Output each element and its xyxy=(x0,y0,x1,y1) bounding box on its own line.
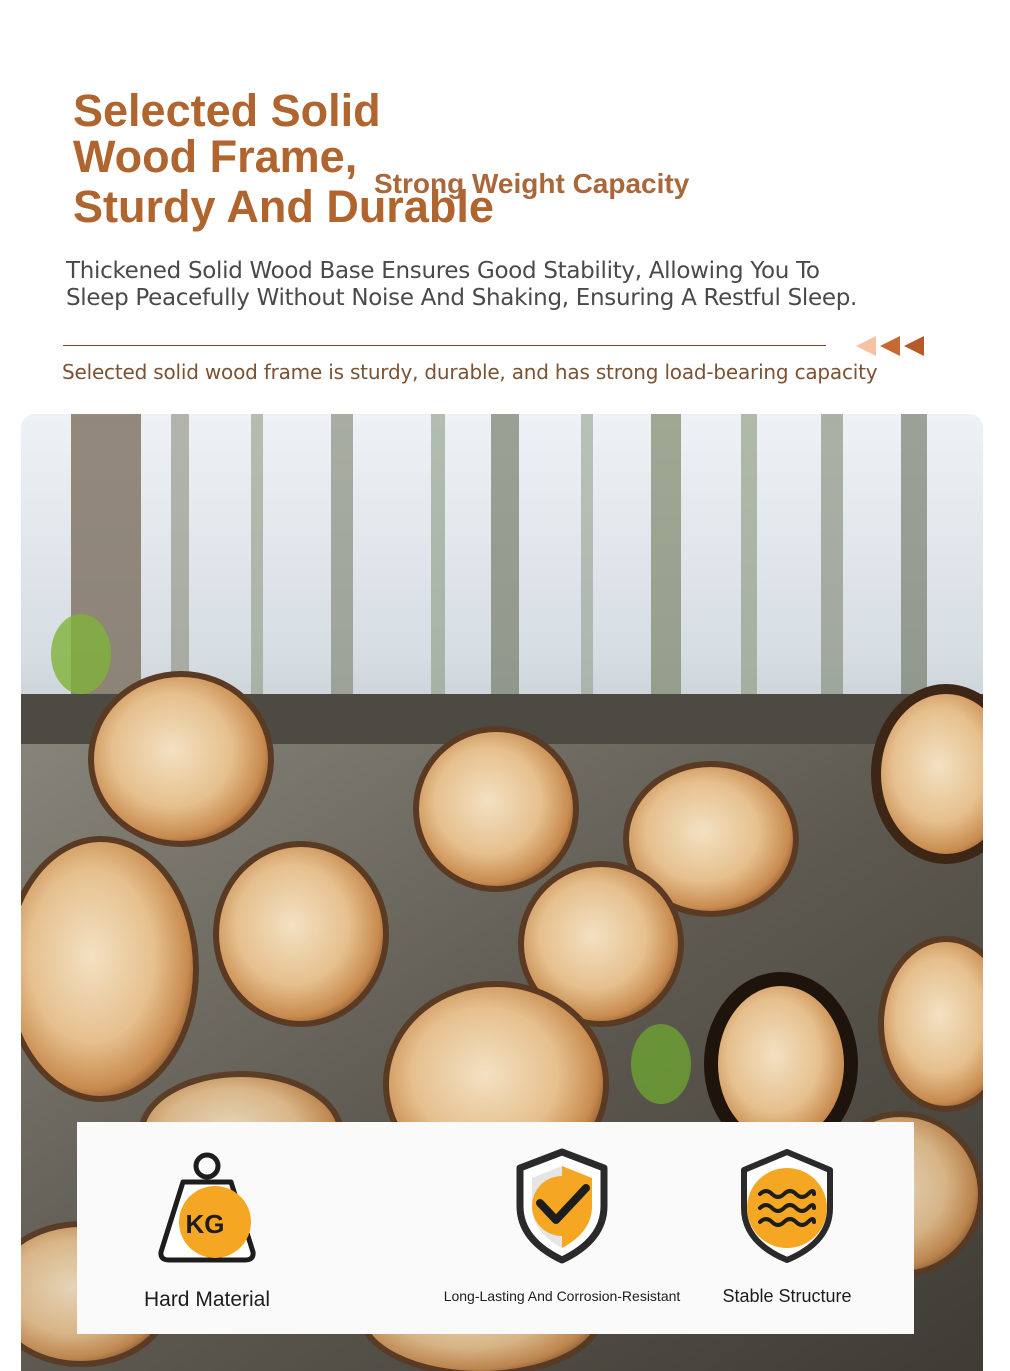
section-caption: Selected solid wood frame is sturdy, durable, and has strong load-bearing capacity xyxy=(62,360,878,384)
features-panel xyxy=(77,1122,914,1334)
shield-check-icon xyxy=(417,1148,707,1264)
shield-wave-icon xyxy=(707,1148,867,1264)
feature-hard-material xyxy=(137,1152,277,1312)
kg-text: KG xyxy=(185,1209,225,1239)
title-line-2: Wood Frame, xyxy=(73,131,358,182)
title-line-1: Selected Solid xyxy=(73,85,381,136)
kg-weight-icon xyxy=(137,1152,277,1264)
section-subtitle: Strong Weight Capacity xyxy=(374,168,690,199)
section-description: Thickened Solid Wood Base Ensures Good Stability, Allowing You To Sleep Peacefully Without Noise And Shaking, Ensuring A Restful Sleep. xyxy=(66,258,858,311)
triple-arrow-icon xyxy=(856,334,926,358)
feature-label-corrosion-resistant: Long-Lasting And Corrosion-Resistant xyxy=(443,1288,681,1304)
section-title xyxy=(73,85,553,232)
feature-label-hard-material: Hard Material xyxy=(143,1288,271,1311)
divider-line xyxy=(63,345,826,346)
feature-label-stable-structure: Stable Structure xyxy=(722,1286,852,1306)
title-line-3: Sturdy And Durable xyxy=(73,181,494,232)
feature-corrosion-resistant xyxy=(417,1148,707,1304)
feature-stable-structure xyxy=(707,1148,867,1307)
